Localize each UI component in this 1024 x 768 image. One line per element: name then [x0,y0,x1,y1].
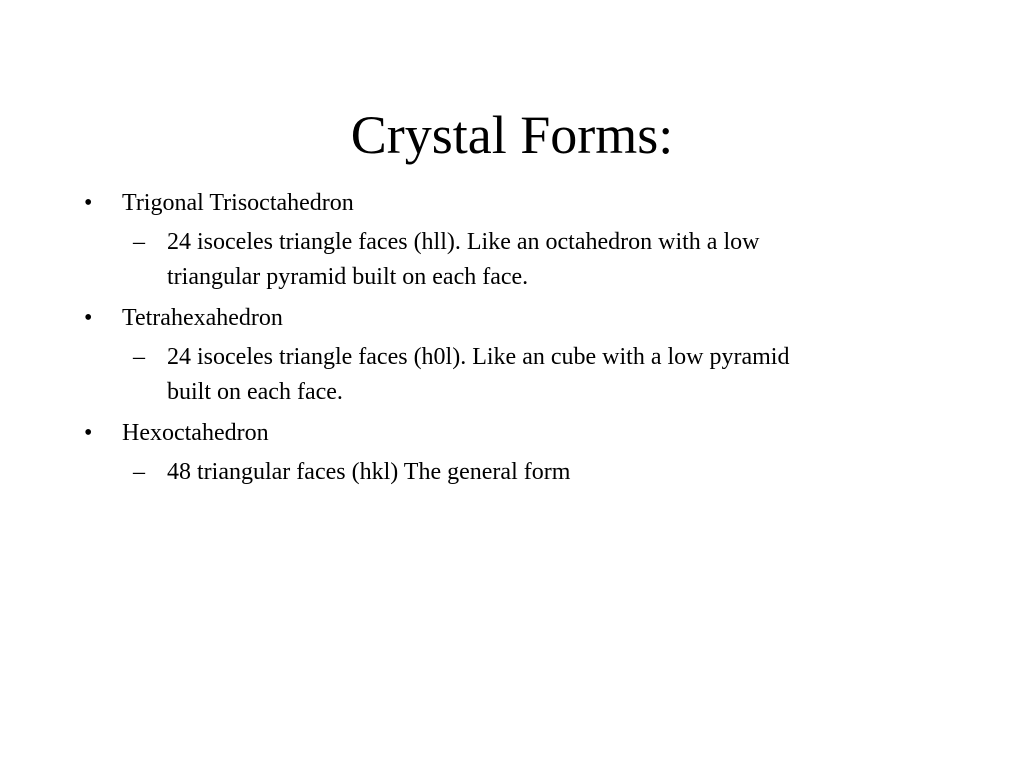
bullet-item-tetrahexahedron [0,299,1024,410]
sub-bullet [0,340,1024,410]
bullet-text: Hexoctahedron [122,420,269,446]
bullet-row [0,414,1024,455]
sub-bullet-marker: – [133,459,145,485]
sub-bullet [0,225,1024,295]
sub-bullet-line: 48 triangular faces (hkl) The general form [167,459,571,485]
sub-bullet-line: built on each face. [167,379,343,405]
bullet-marker: • [84,420,93,446]
sub-bullet-marker: – [133,344,145,370]
bullet-text: Trigonal Trisoctahedron [122,190,354,216]
bullet-item-trigonal-trisoctahedron [0,184,1024,295]
bullet-row [0,299,1024,340]
bullet-text: Tetrahexahedron [122,305,283,331]
sub-bullet [0,455,1024,490]
bullet-marker: • [84,190,93,216]
bullet-item-hexoctahedron [0,414,1024,490]
bullet-row [0,184,1024,225]
sub-bullet-text [167,455,927,490]
sub-bullet-text [167,225,927,295]
sub-bullet-line: triangular pyramid built on each face. [167,264,529,290]
sub-bullet-marker: – [133,229,145,255]
bullet-list [0,184,1024,494]
sub-bullet-line: 24 isoceles triangle faces (h0l). Like an cube with a low pyramid [167,344,790,370]
slide-title: Crystal Forms: [350,105,674,165]
sub-bullet-line: 24 isoceles triangle faces (hll). Like an octahedron with a low [167,229,760,255]
bullet-marker: • [84,305,93,331]
sub-bullet-text [167,340,927,410]
